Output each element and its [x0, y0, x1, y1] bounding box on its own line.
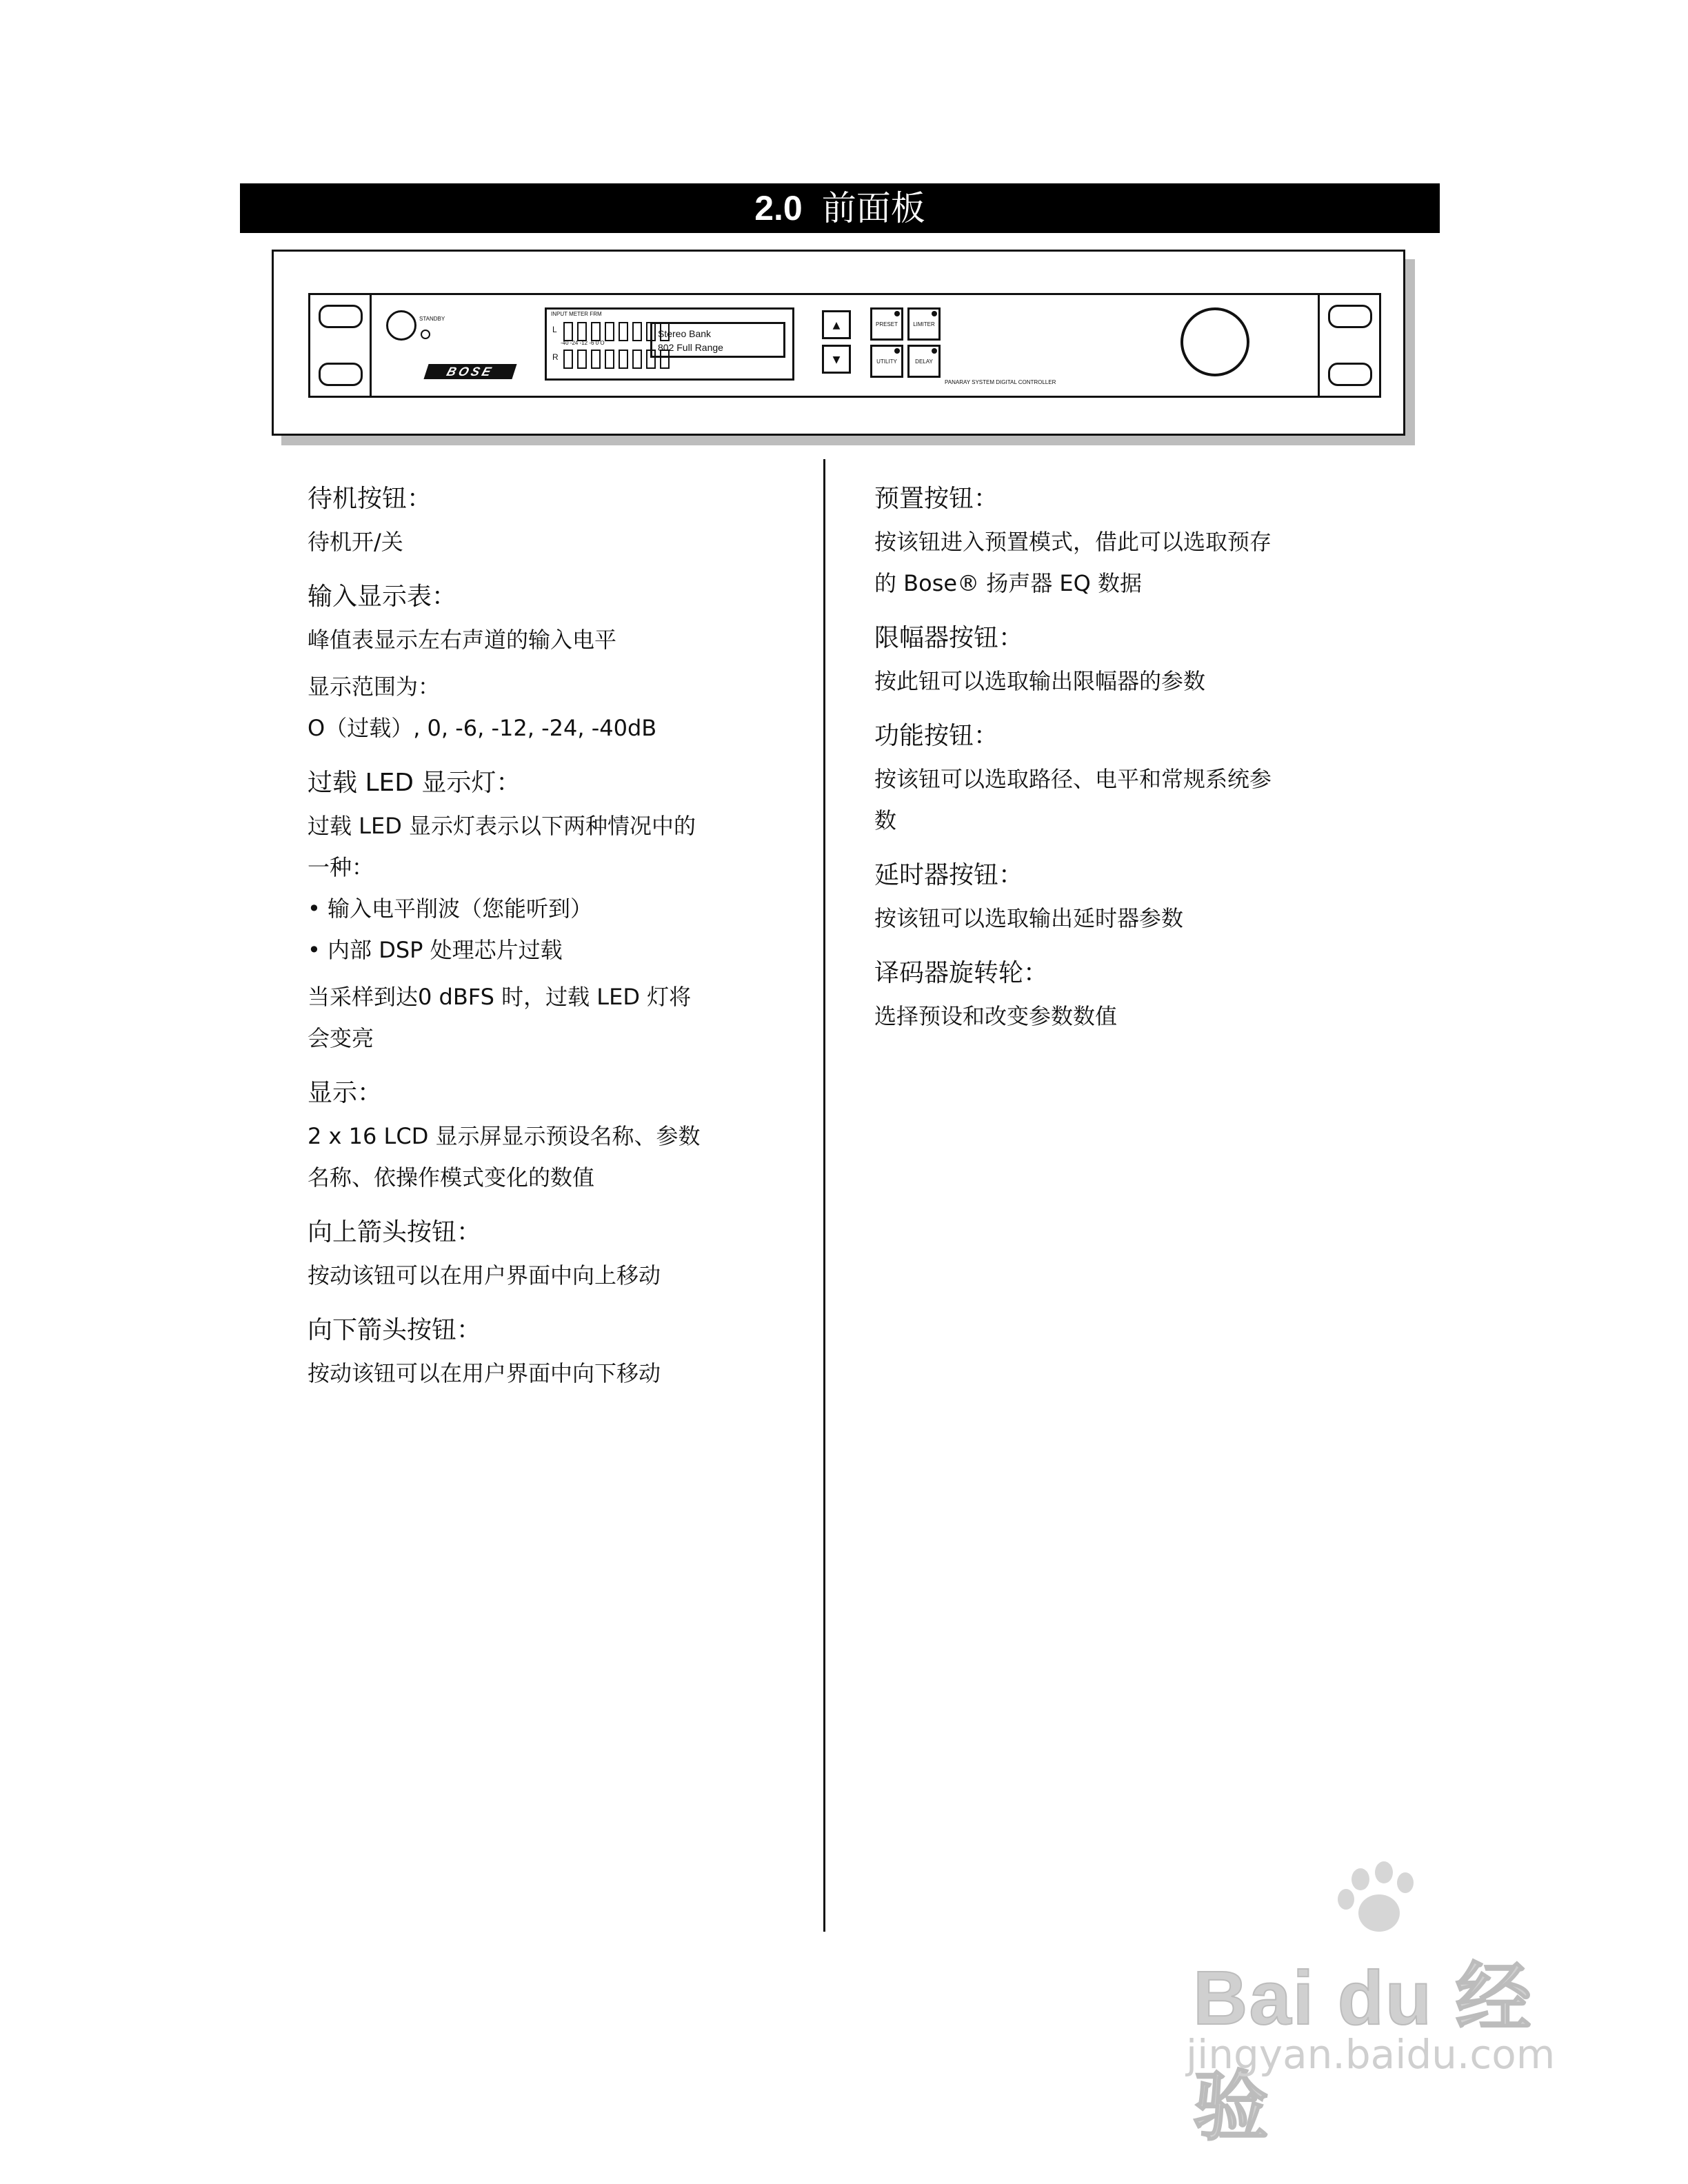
section-text: 按动该钮可以在用户界面中向下移动 — [308, 1360, 661, 1386]
section-heading: 显示： — [308, 1079, 383, 1107]
section-text: 按此钮可以选取输出限幅器的参数 — [874, 668, 1206, 694]
section-heading: 向上箭头按钮： — [308, 1218, 482, 1246]
mount-slot-icon — [319, 305, 363, 328]
section-text: 的 Bose® 扬声器 EQ 数据 — [874, 570, 1142, 596]
section-heading: 预置按钮： — [874, 485, 999, 513]
up-arrow-section — [308, 1216, 763, 1296]
section-heading: 输入显示表： — [308, 583, 457, 611]
section-heading: 向下箭头按钮： — [308, 1316, 482, 1344]
rack-ear-left — [310, 295, 372, 396]
down-arrow-section — [308, 1314, 763, 1394]
down-arrow-button: ▼ — [822, 345, 851, 374]
section-heading: 延时器按钮： — [874, 861, 1024, 889]
channel-right-label: R — [552, 352, 559, 362]
input-meter-section — [308, 580, 763, 749]
lcd-line-2: 802 Full Range — [658, 342, 723, 353]
section-heading: 译码器旋转轮： — [874, 959, 1049, 987]
section-number: 2.0 — [754, 189, 803, 228]
bose-logo: BOSE — [423, 364, 516, 379]
front-panel-illustration — [272, 250, 1405, 436]
bullet-item: • 输入电平削波（您能听到） — [308, 896, 593, 922]
section-text: 按该钮可以选取输出延时器参数 — [874, 905, 1184, 931]
standby-button — [386, 310, 416, 341]
limiter-section — [874, 622, 1329, 702]
section-text: 按该钮可以选取路径、电平和常规系统参 — [874, 766, 1272, 792]
section-heading: 待机按钮： — [308, 485, 432, 513]
overload-led-section — [308, 767, 763, 1059]
model-label: PANARAY SYSTEM DIGITAL CONTROLLER — [945, 379, 1056, 385]
section-title: 前面板 — [821, 188, 925, 228]
utility-button: UTILITY — [870, 345, 903, 378]
section-text: 当采样到达0 dBFS 时，过载 LED 灯将 — [308, 984, 692, 1010]
section-text: 2 x 16 LCD 显示屏显示预设名称、参数 — [308, 1123, 701, 1149]
rack-unit — [308, 293, 1381, 398]
section-heading: 限幅器按钮： — [874, 624, 1024, 652]
meter-label: INPUT METER FRM — [551, 311, 602, 317]
preset-button: PRESET — [870, 307, 903, 341]
mount-slot-icon — [319, 363, 363, 386]
preset-section — [874, 483, 1329, 604]
meter-scale: -40 -24 -12 -6 0 O — [561, 340, 605, 346]
left-column — [308, 483, 763, 1412]
section-heading: 功能按钮： — [874, 722, 999, 750]
right-column — [874, 483, 1329, 1055]
watermark-url: jingyan.baidu.com — [1186, 2031, 1556, 2078]
rack-ear-right — [1318, 295, 1379, 396]
section-text: 峰值表显示左右声道的输入电平 — [308, 627, 617, 653]
limiter-button: LIMITER — [907, 307, 941, 341]
section-text: 按该钮进入预置模式，借此可以选取预存 — [874, 529, 1272, 555]
section-heading: 过载 LED 显示灯： — [308, 769, 521, 797]
display-section — [308, 1077, 763, 1198]
section-header — [240, 183, 1440, 233]
input-meter-panel — [545, 307, 794, 381]
section-text: O（过载）, 0, -6, -12, -24, -40dB — [308, 715, 657, 741]
mount-slot-icon — [1328, 363, 1372, 386]
bullet-item: • 内部 DSP 处理芯片过载 — [308, 937, 563, 963]
up-arrow-button: ▲ — [822, 310, 851, 339]
delay-section — [874, 859, 1329, 939]
delay-button: DELAY — [907, 345, 941, 378]
section-text: 一种： — [308, 854, 374, 880]
encoder-section — [874, 957, 1329, 1037]
column-divider — [823, 459, 825, 1932]
section-text: 选择预设和改变参数数值 — [874, 1003, 1118, 1029]
section-text: 按动该钮可以在用户界面中向上移动 — [308, 1262, 661, 1288]
standby-led-icon — [421, 330, 430, 339]
section-text: 显示范围为： — [308, 674, 441, 700]
lcd-line-1: Stereo Bank — [658, 328, 712, 339]
section-text: 会变亮 — [308, 1025, 374, 1051]
mount-slot-icon — [1328, 305, 1372, 328]
channel-left-label: L — [552, 325, 557, 334]
section-text: 数 — [874, 807, 897, 833]
section-text: 名称、依操作模式变化的数值 — [308, 1164, 595, 1191]
lcd-display — [650, 322, 785, 358]
section-text: 过载 LED 显示灯表示以下两种情况中的 — [308, 813, 696, 839]
utility-section — [874, 720, 1329, 841]
standby-section — [308, 483, 763, 563]
standby-label: STANDBY — [419, 316, 445, 322]
watermark-brand: Bai du 经验 — [1193, 1956, 1533, 2150]
paw-icon — [1338, 1861, 1420, 1937]
section-text: 待机开/关 — [308, 529, 403, 555]
encoder-knob — [1180, 307, 1249, 376]
baidu-watermark — [1131, 1861, 1586, 2150]
